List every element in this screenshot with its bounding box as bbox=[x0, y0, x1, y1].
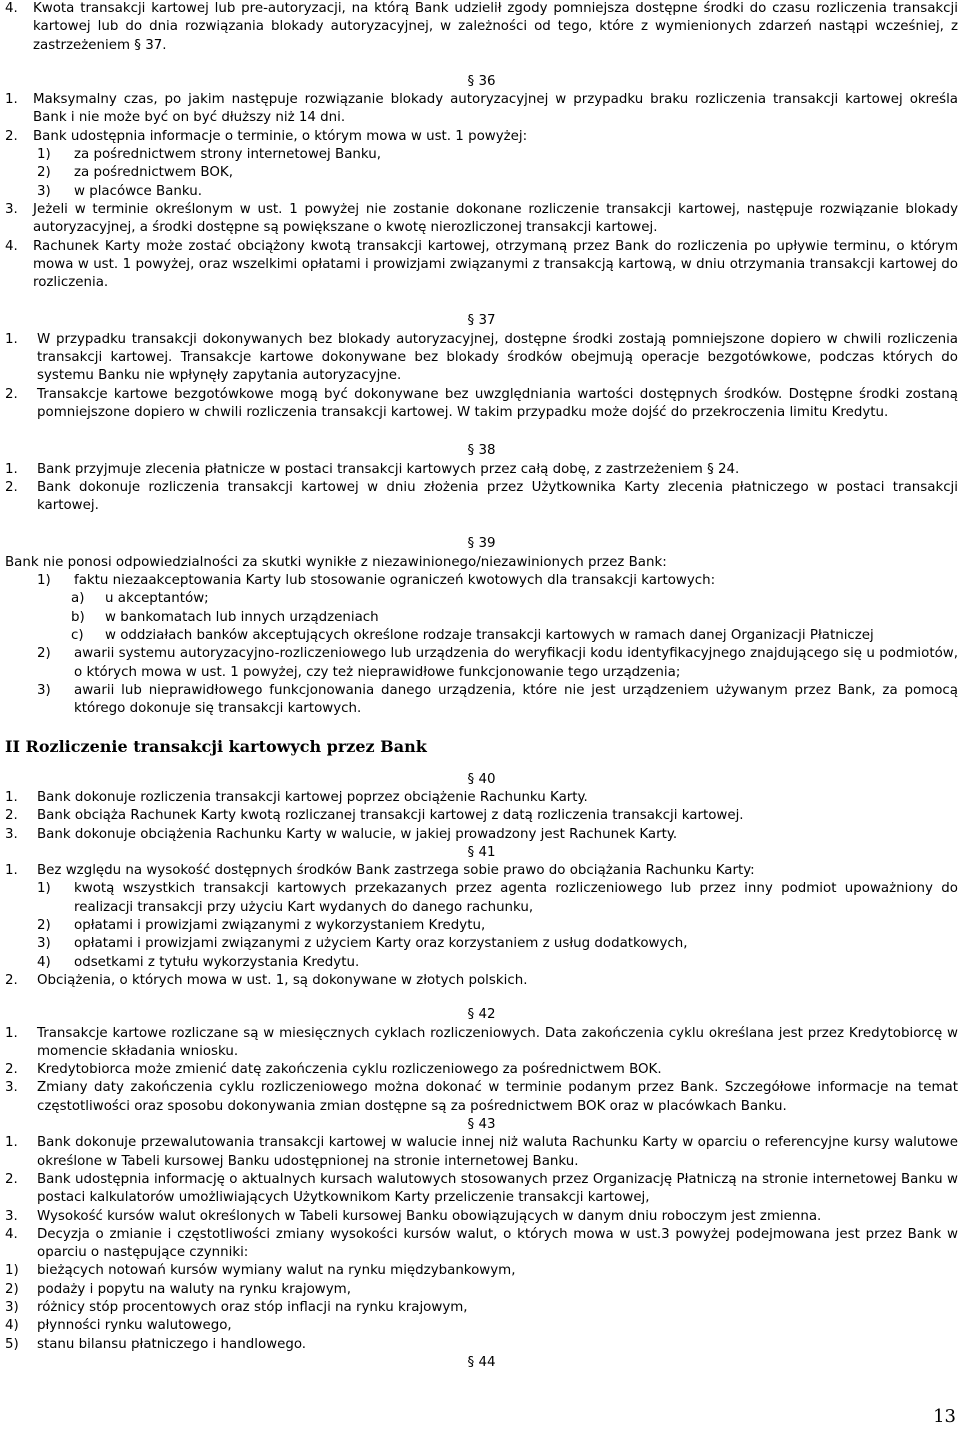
p36-item-4 bbox=[5, 238, 958, 293]
sub-number: 1) bbox=[37, 881, 51, 897]
p39-letter-c bbox=[71, 627, 958, 645]
intro-item bbox=[5, 0, 958, 55]
p43-factor-3 bbox=[5, 1299, 958, 1317]
item-number: 3. bbox=[5, 826, 18, 842]
section-37-title: § 37 bbox=[467, 313, 496, 329]
item-number: 2. bbox=[5, 1062, 18, 1078]
section-42-title: § 42 bbox=[467, 1007, 496, 1023]
item-number: 1. bbox=[5, 1025, 18, 1041]
sub-text: za pośrednictwem strony internetowej Banku, bbox=[74, 147, 381, 163]
item-text: Bank udostępnia informację o aktualnych kursach walutowych stosowanych przez Organizację Płatniczą na stronie internetowej Banku w postaci kalkulatorów umożliwiających Użytkownikom Karty przeliczenie transakcji kartowej, bbox=[37, 1171, 958, 1206]
item-text: Transakcje kartowe bezgotówkowe mogą być dokonywane bez uwzględniania wartości dostępnych środków. Dostępne środki zostaną pomniejszone dopiero w chwili rozliczenia transakcji kartowej. W takim przypadku może dojść do przekroczenia limitu Kredytu. bbox=[37, 386, 958, 420]
item-number: 4. bbox=[5, 1, 18, 16]
factor-text: bieżących notowań kursów wymiany walut na rynku międzybankowym, bbox=[37, 1263, 516, 1279]
sub-text: awarii lub nieprawidłowego funkcjonowania danego urządzenia, które nie jest urządzeniem używanym przez Bank, za pomocą którego dokonuje się transakcji kartowych. bbox=[74, 682, 958, 717]
letter-text: w oddziałach banków akceptujących określone rodzaje transakcji kartowych w ramach danej Organizacji Płatniczej bbox=[105, 627, 874, 643]
item-text: Kwota transakcji kartowej lub pre-autoryzacji, na którą Bank udzielił zgody pomniejsza dostępne środki do czasu rozliczenia transakcji kartowej lub do dnia rozwiązania blokady autoryzacyjnej, w zależności od tego, które z wymienionych zdarzeń nastąpi wcześniej, z zastrzeżeniem § 37. bbox=[33, 1, 958, 53]
p41-sub-1 bbox=[37, 880, 958, 917]
p36-sub-3 bbox=[37, 183, 958, 201]
p39-letter-b bbox=[71, 609, 958, 627]
sub-number: 2) bbox=[37, 165, 51, 181]
p37-item-1 bbox=[5, 331, 958, 386]
item-number: 1. bbox=[5, 1135, 18, 1151]
item-number: 2. bbox=[5, 479, 18, 495]
item-text: Maksymalny czas, po jakim następuje rozwiązanie blokady autoryzacyjnej w przypadku braku rozliczenia transakcji kartowej określa Bank i nie może być on być dłuższy niż 14 dni. bbox=[33, 92, 958, 126]
p39-item-2 bbox=[37, 645, 958, 682]
sub-text: odsetkami z tytułu wykorzystania Kredytu. bbox=[74, 954, 360, 970]
section-40-title: § 40 bbox=[467, 771, 496, 787]
p36-item-3 bbox=[5, 201, 958, 238]
factor-text: różnicy stóp procentowych oraz stóp inflacji na rynku krajowym, bbox=[37, 1300, 468, 1315]
section-36-title: § 36 bbox=[467, 73, 496, 89]
factor-number: 1) bbox=[5, 1263, 19, 1279]
p40-item-1 bbox=[5, 789, 958, 807]
sub-number: 1) bbox=[37, 573, 51, 589]
item-number: 4. bbox=[5, 1226, 18, 1242]
sub-text: w placówce Banku. bbox=[74, 183, 202, 199]
factor-text: płynności rynku walutowego, bbox=[37, 1318, 232, 1334]
p36-item-1 bbox=[5, 91, 958, 128]
item-text: Bez względu na wysokość dostępnych środków Bank zastrzega sobie prawo do obciążania Rachunku Karty: bbox=[37, 863, 755, 879]
letter-number: c) bbox=[71, 627, 84, 643]
p43-item-2 bbox=[5, 1171, 958, 1208]
p41-sub-3 bbox=[37, 935, 958, 953]
item-number: 2. bbox=[5, 386, 18, 402]
item-text: Bank dokonuje rozliczenia transakcji kartowej w dniu złożenia przez Użytkownika Karty zlecenia płatniczego w postaci transakcji kartowej. bbox=[37, 479, 958, 514]
sub-number: 3) bbox=[37, 183, 51, 199]
p41-sub-2 bbox=[37, 917, 958, 935]
item-number: 4. bbox=[5, 238, 18, 254]
item-text: Decyzja o zmianie i częstotliwości zmiany wysokości kursów walut, o których mowa w ust.3 powyżej podejmowana jest przez Bank w oparciu o następujące czynniki: bbox=[37, 1226, 958, 1261]
p40-item-2 bbox=[5, 807, 958, 825]
item-text: Zmiany daty zakończenia cyklu rozliczeniowego można dokonać w terminie podanym przez Bank. Szczegółowe informacje na temat częstotliwości oraz sposobu dokonywania zmian dostępne są za pośrednictwem BOK oraz w placówkach Banku. bbox=[37, 1080, 958, 1114]
sub-text: kwotą wszystkich transakcji kartowych przekazanych przez agenta rozliczeniowego lub przez inny podmiot upoważniony do realizacji transakcji przy użyciu Kart wydanych do danego rachunku, bbox=[74, 881, 958, 915]
p43-item-3 bbox=[5, 1208, 958, 1226]
factor-number: 4) bbox=[5, 1318, 19, 1334]
section-41-title: § 41 bbox=[467, 844, 496, 860]
item-number: 2. bbox=[5, 128, 18, 144]
p39-lead: Bank nie ponosi odpowiedzialności za skutki wynikłe z niezawinionego/niezawinionych przez Bank: bbox=[5, 554, 667, 570]
item-number: 1. bbox=[5, 863, 18, 879]
item-text: Bank dokonuje przewalutowania transakcji kartowej w walucie innej niż waluta Rachunku Karty w oparciu o referencyjne kursy walutowe określone w Tabeli kursowej Banku udostępnionej na stronie internetowej Banku. bbox=[37, 1135, 958, 1169]
p40-item-3 bbox=[5, 826, 958, 844]
page-number: 13 bbox=[933, 1406, 956, 1427]
p43-factor-4 bbox=[5, 1317, 958, 1335]
item-text: Bank dokonuje rozliczenia transakcji kartowej poprzez obciążenie Rachunku Karty. bbox=[37, 789, 588, 805]
p43-factor-1 bbox=[5, 1262, 958, 1280]
p39-item-1 bbox=[37, 572, 958, 590]
item-number: 3. bbox=[5, 1208, 18, 1224]
sub-number: 2) bbox=[37, 918, 51, 934]
p41-item-1 bbox=[5, 862, 958, 880]
item-number: 1. bbox=[5, 461, 18, 477]
p41-item-2 bbox=[5, 972, 958, 990]
section-38-title: § 38 bbox=[467, 443, 496, 459]
letter-number: b) bbox=[71, 609, 85, 625]
item-text: Wysokość kursów walut określonych w Tabeli kursowej Banku obowiązujących w danym dniu roboczym jest zmienna. bbox=[37, 1208, 822, 1224]
item-text: Bank przyjmuje zlecenia płatnicze w postaci transakcji kartowych przez całą dobę, z zastrzeżeniem § 24. bbox=[37, 461, 740, 477]
p43-factor-2 bbox=[5, 1281, 958, 1299]
item-text: Obciążenia, o których mowa w ust. 1, są dokonywane w złotych polskich. bbox=[37, 972, 528, 988]
letter-text: w bankomatach lub innych urządzeniach bbox=[105, 609, 379, 625]
factor-number: 2) bbox=[5, 1281, 19, 1297]
item-text: Transakcje kartowe rozliczane są w miesięcznych cyklach rozliczeniowych. Data zakończenia cyklu określana jest przez Kredytobiorcę w momencie składania wniosku. bbox=[37, 1025, 958, 1059]
item-number: 2. bbox=[5, 808, 18, 824]
p36-item-2 bbox=[5, 128, 958, 146]
factor-number: 3) bbox=[5, 1300, 19, 1315]
item-number: 2. bbox=[5, 972, 18, 988]
item-text: Bank udostępnia informacje o terminie, o którym mowa w ust. 1 powyżej: bbox=[33, 128, 528, 144]
letter-number: a) bbox=[71, 591, 85, 607]
p36-sub-2 bbox=[37, 164, 958, 182]
p42-item-1 bbox=[5, 1025, 958, 1062]
letter-text: u akceptantów; bbox=[105, 591, 209, 607]
p39-item-3 bbox=[37, 682, 958, 719]
item-number: 1. bbox=[5, 331, 18, 347]
item-text: Rachunek Karty może zostać obciążony kwotą transakcji kartowej, otrzymaną przez Bank do rozliczenia po upływie terminu, o którym mowa w ust. 1 powyżej, oraz wszelkimi opłatami i prowizjami związanymi z transakcją kartową, w dniu otrzymania transakcji kartowej do rozliczenia. bbox=[33, 238, 958, 291]
p43-item-1 bbox=[5, 1134, 958, 1171]
item-number: 3. bbox=[5, 1080, 18, 1096]
item-number: 3. bbox=[5, 201, 18, 217]
item-text: Bank obciąża Rachunek Karty kwotą rozliczanej transakcji kartowej z datą rozliczenia transakcji kartowej. bbox=[37, 808, 744, 824]
item-number: 2. bbox=[5, 1171, 18, 1187]
sub-number: 1) bbox=[37, 147, 51, 163]
sub-text: opłatami i prowizjami związanymi z wykorzystaniem Kredytu, bbox=[74, 918, 486, 934]
factor-number: 5) bbox=[5, 1336, 19, 1352]
sub-number: 3) bbox=[37, 682, 51, 698]
item-text: Bank dokonuje obciążenia Rachunku Karty w walucie, w jakiej prowadzony jest Rachunek Karty. bbox=[37, 826, 678, 842]
sub-text: faktu niezaakceptowania Karty lub stosowanie ograniczeń kwotowych dla transakcji kartowych: bbox=[74, 573, 716, 589]
p42-item-3 bbox=[5, 1079, 958, 1116]
p38-item-1 bbox=[5, 461, 958, 479]
item-text: W przypadku transakcji dokonywanych bez blokady autoryzacyjnej, dostępne środki zostają pomniejszone dopiero w chwili rozliczenia transakcji kartowej. Transakcje kartowe dokonywane bez blokady środków obejmują operacje bezgotówkowe, podczas których do systemu Banku nie wpłynęły zapytania autoryzacyjne. bbox=[37, 331, 958, 384]
item-number: 1. bbox=[5, 789, 18, 805]
p39-letter-a bbox=[71, 590, 958, 608]
section-heading: II Rozliczenie transakcji kartowych przez Bank bbox=[5, 737, 427, 757]
p43-item-4 bbox=[5, 1226, 958, 1263]
section-39-title: § 39 bbox=[467, 536, 496, 552]
sub-number: 3) bbox=[37, 936, 51, 952]
p36-sub-1 bbox=[37, 146, 958, 164]
sub-text: awarii systemu autoryzacyjno-rozliczeniowego lub urządzenia do weryfikacji kodu identyfikacyjnego znajdującego się u podmiotów, o których mowa w ust. 1 powyżej, czy też nieprawidłowe funkcjonowanie tego urządzenia; bbox=[74, 646, 958, 680]
p43-factor-5 bbox=[5, 1336, 958, 1354]
sub-text: za pośrednictwem BOK, bbox=[74, 165, 233, 181]
section-43-title: § 43 bbox=[467, 1117, 496, 1133]
item-text: Kredytobiorca może zmienić datę zakończenia cyklu rozliczeniowego za pośrednictwem BOK. bbox=[37, 1062, 662, 1078]
item-number: 1. bbox=[5, 92, 18, 108]
factor-text: podaży i popytu na waluty na rynku krajowym, bbox=[37, 1281, 351, 1297]
document-page bbox=[5, 0, 958, 1372]
p37-item-2 bbox=[5, 386, 958, 423]
section-44-title: § 44 bbox=[467, 1354, 496, 1370]
p38-item-2 bbox=[5, 479, 958, 516]
sub-number: 2) bbox=[37, 646, 51, 662]
p42-item-2 bbox=[5, 1061, 958, 1079]
sub-text: opłatami i prowizjami związanymi z użyciem Karty oraz korzystaniem z usług dodatkowych, bbox=[74, 936, 688, 952]
item-text: Jeżeli w terminie określonym w ust. 1 powyżej nie zostanie dokonane rozliczenie transakcji kartowej, następuje rozwiązanie blokady autoryzacyjnej, a środki dostępne są powiększane o kwotę nierozliczonej transakcji kartowej. bbox=[33, 201, 958, 236]
sub-number: 4) bbox=[37, 954, 51, 970]
p41-sub-4 bbox=[37, 954, 958, 972]
factor-text: stanu bilansu płatniczego i handlowego. bbox=[37, 1336, 307, 1352]
